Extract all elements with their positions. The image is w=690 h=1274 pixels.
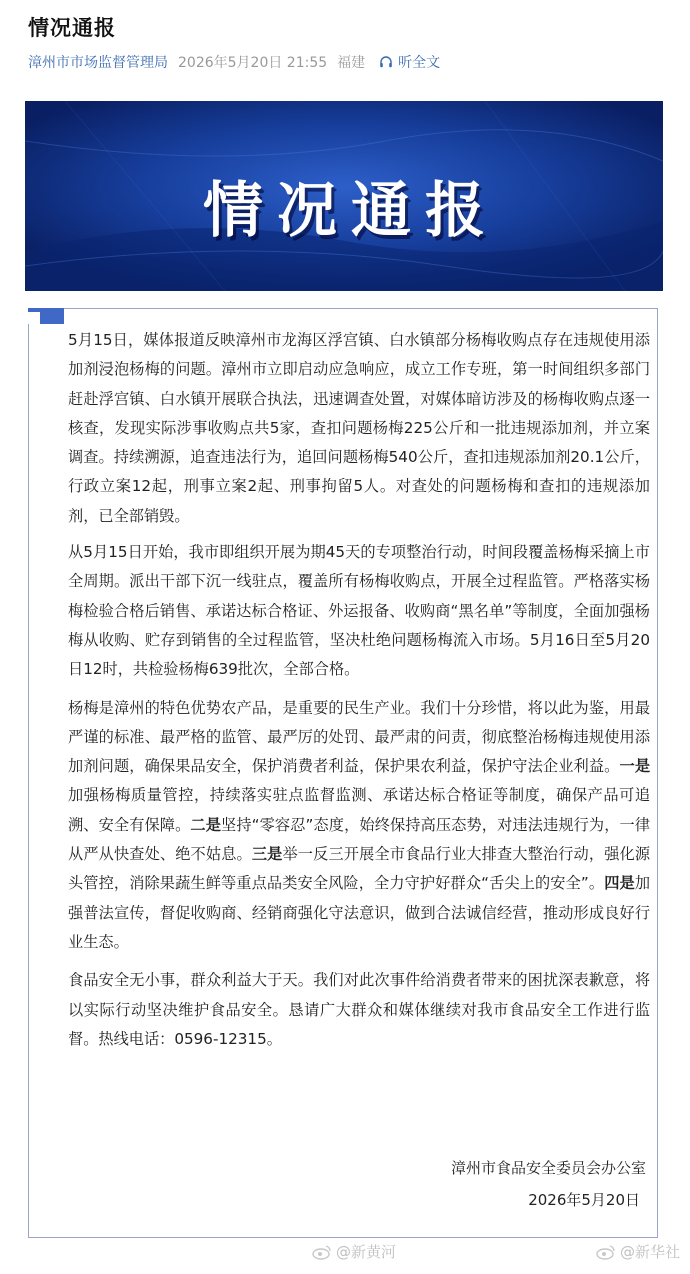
banner-title: 情况通报 bbox=[203, 176, 499, 246]
point-1-text: 加强杨梅质量管控，持续落实驻点监督监测、承诺达标合格证等制度，确保产品可追溯、安全有保障。 bbox=[68, 786, 650, 834]
paragraph-3-intro: 杨梅是漳州的特色优势农产品，是重要的民生产业。我们十分珍惜，将以此为鉴，用最严谨的标准、最严格的监管、最严厉的处罚、最严肃的问责，彻底整治杨梅违规使用添加剂问题，确保果品安全，保护消费者利益，保护果农利益，保护守法企业利益。 bbox=[68, 698, 650, 776]
watermark-text: @新华社 bbox=[620, 1243, 681, 1261]
point-2-marker: 二是 bbox=[190, 815, 222, 834]
signature-block bbox=[451, 1152, 646, 1216]
watermark-xinhuashe bbox=[596, 1241, 680, 1262]
point-2-text: 坚持“零容忍”态度，始终保持高压态势，对违法违规行为，一律从严从快查处、绝不姑息。 bbox=[68, 815, 651, 864]
weibo-icon bbox=[596, 1244, 616, 1260]
point-3-marker: 三是 bbox=[251, 845, 283, 864]
listen-button[interactable] bbox=[379, 52, 440, 72]
signature-date: 2026年5月20日 bbox=[528, 1191, 640, 1209]
point-3-text: 举一反三开展全市食品行业大排查大整治行动，强化源头管控，消除果蔬生鲜等重点品类安全风险，全力守护好群众“舌尖上的安全”。 bbox=[68, 845, 651, 893]
headphones-icon bbox=[379, 55, 393, 69]
point-1-marker: 一是 bbox=[619, 757, 651, 776]
watermarks bbox=[0, 1241, 690, 1271]
notice-body bbox=[68, 326, 650, 1063]
paragraph-1: 5月15日，媒体报道反映漳州市龙海区浮宫镇、白水镇部分杨梅收购点存在违规使用添加剂浸泡杨梅的问题。漳州市立即启动应急响应，成立工作专班，第一时间组织多部门赶赴浮宫镇、白水镇开展联合执法，迅速调查处置，对媒体暗访涉及的杨梅收购点逐一核查，发现实际涉事收购点共5家，查扣问题杨梅225公斤和一批违规添加剂，并立案调查。持续溯源，追查违法行为，追回问题杨梅540公斤，查扣违规添加剂20.1公斤，行政立案12起，刑事立案2起、刑事拘留5人。对查处的问题杨梅和查扣的违规添加剂，已全部销毁。 bbox=[68, 331, 650, 525]
banner-image bbox=[25, 101, 663, 291]
frame-corner-decoration bbox=[28, 308, 64, 324]
signature-org: 漳州市食品安全委员会办公室 bbox=[450, 1159, 646, 1177]
article-meta bbox=[28, 52, 440, 72]
location-tag: 福建 bbox=[337, 55, 366, 71]
paragraph-4: 食品安全无小事，群众利益大于天。我们对此次事件给消费者带来的困扰深表歉意，将以实际行动坚决维护食品安全。恳请广大群众和媒体继续对我市食品安全工作进行监督。热线电话：0596-12315。 bbox=[68, 971, 650, 1048]
publish-time: 2026年5月20日 21:55 bbox=[178, 55, 328, 71]
watermark-text: @新黄河 bbox=[336, 1243, 397, 1261]
page-title: 情况通报 bbox=[28, 16, 116, 40]
watermark-xinhuanghe bbox=[312, 1241, 396, 1262]
point-4-text: 加强普法宣传，督促收购商、经销商强化守法意识，做到合法诚信经营，推动形成良好行业生态。 bbox=[68, 874, 650, 951]
point-4-marker: 四是 bbox=[604, 874, 635, 893]
source-link[interactable]: 漳州市市场监督管理局 bbox=[28, 55, 168, 71]
paragraph-2: 从5月15日开始，我市即组织开展为期45天的专项整治行动，时间段覆盖杨梅采摘上市全周期。派出干部下沉一线驻点，覆盖所有杨梅收购点，开展全过程监管。严格落实杨梅检验合格后销售、承诺达标合格证、外运报备、收购商“黑名单”等制度，全面加强杨梅从收购、贮存到销售的全过程监管，坚决杜绝问题杨梅流入市场。5月16日至5月20日12时，共检验杨梅639批次，全部合格。 bbox=[68, 543, 650, 679]
weibo-icon bbox=[312, 1244, 332, 1260]
listen-label: 听全文 bbox=[398, 55, 441, 71]
paragraph-3 bbox=[68, 694, 650, 958]
